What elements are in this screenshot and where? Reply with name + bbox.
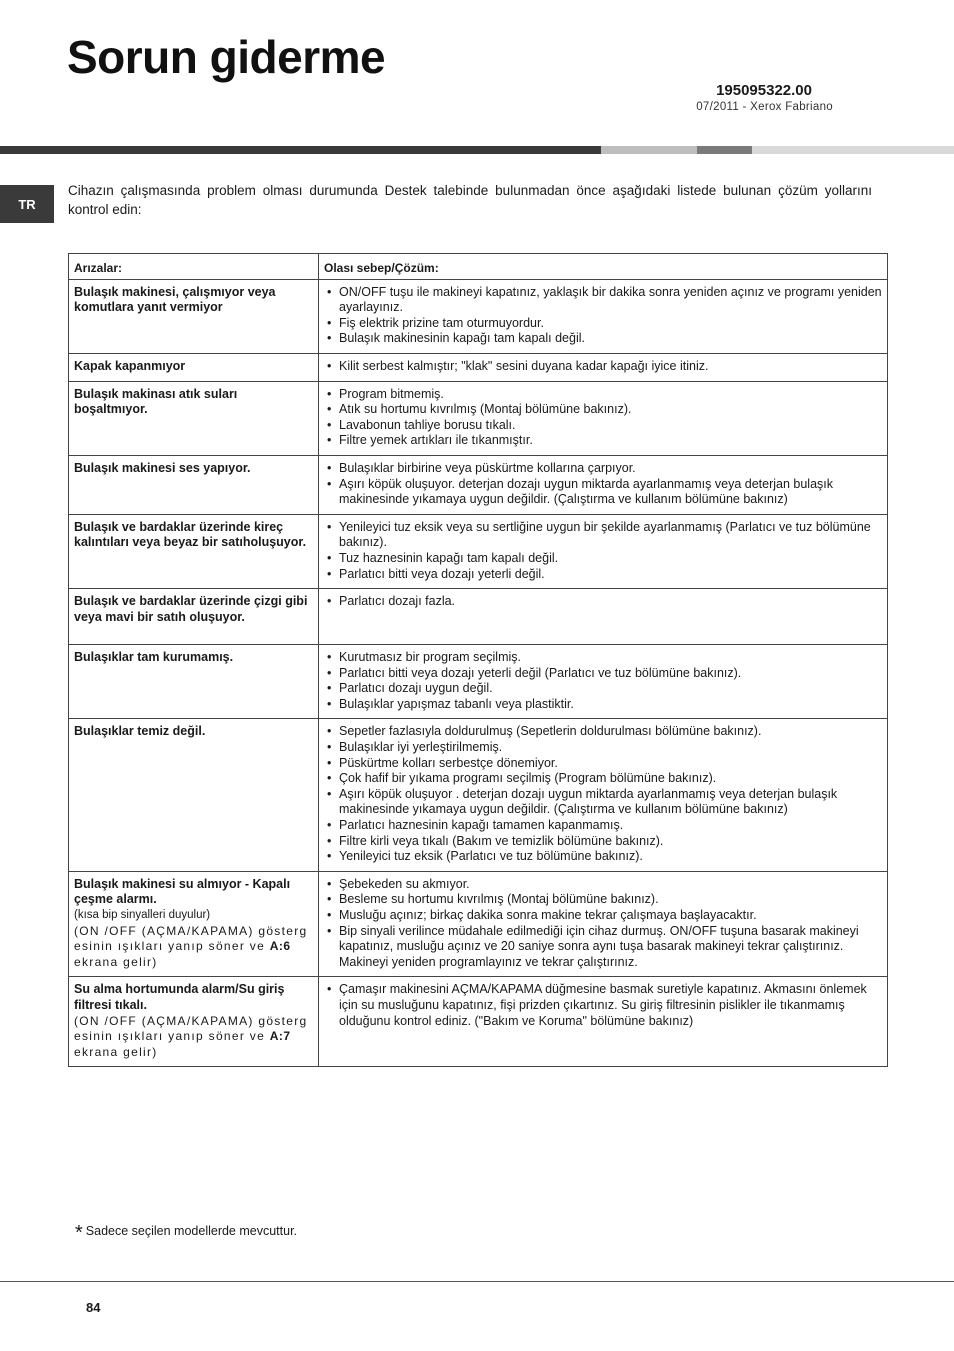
solution-cell — [319, 455, 888, 514]
list-item: • Musluğu açınız; birkaç dakika sonra makine tekrar çalışmaya başlayacaktır. — [324, 908, 882, 924]
alarm-note-end: ekrana gelir) — [74, 1044, 158, 1059]
table-row — [69, 381, 888, 455]
solution-list — [324, 520, 882, 582]
list-item: • Parlatıcı bitti veya dozajı yeterli değil. — [324, 567, 882, 583]
list-item: • Atık su hortumu kıvrılmış (Montaj bölümüne bakınız). — [324, 402, 882, 418]
table-row — [69, 589, 888, 645]
fault-title: Bulaşık makinesi ses yapıyor. — [74, 460, 251, 475]
solution-cell — [319, 871, 888, 977]
fault-title: Bulaşıklar tam kurumamış. — [74, 650, 234, 665]
list-item: • Filtre kirli veya tıkalı (Bakım ve temizlik bölümüne bakınız). — [324, 834, 882, 850]
fault-cell — [69, 381, 319, 455]
fault-alarm-note — [74, 1014, 313, 1061]
fault-title: Bulaşık makinası atık suları boşaltmıyor. — [74, 386, 238, 417]
solution-list — [324, 387, 882, 449]
fault-title: Bulaşık makinesi, çalışmıyor veya komutlara yanıt vermiyor — [74, 284, 276, 315]
solution-list — [324, 359, 882, 375]
fault-subnote: (kısa bip sinyalleri duyulur) — [74, 909, 211, 921]
list-item: • Fiş elektrik prizine tam oturmuyordur. — [324, 316, 882, 332]
table-header-row — [69, 254, 888, 280]
list-item: • Bip sinyali verilince müdahale edilmediği için cihaz durmuş. ON/OFF tuşuna basarak makineyi kapatınız, musluğu açınız ve 20 saniye sonra aynı tuşa basarak makineyi tekrar çalıştırınız. Makineyi yeniden programlayınız ve tekrar çalıştırınız. — [324, 924, 882, 971]
solution-cell — [319, 514, 888, 588]
list-item: • Kilit serbest kalmıştır; "klak" sesini duyana kadar kapağı iyice itiniz. — [324, 359, 882, 375]
language-tab: TR — [0, 185, 54, 223]
table-row — [69, 514, 888, 588]
list-item: • Aşırı köpük oluşuyor. deterjan dozajı uygun miktarda ayarlanmamış veya deterjan bulaşık makinesinde yıkamaya uygun değildir. (Çalıştırma ve kullanım bölümüne bakınız) — [324, 477, 882, 508]
list-item: • Püskürtme kolları serbestçe dönemiyor. — [324, 756, 882, 772]
fault-title: Su alma hortumunda alarm/Su giriş filtresi tıkalı. — [74, 982, 285, 1012]
fault-title: Kapak kapanmıyor — [74, 358, 186, 373]
fault-cell — [69, 871, 319, 977]
list-item: • Bulaşıklar birbirine veya püskürtme kollarına çarpıyor. — [324, 461, 882, 477]
page-number: 84 — [86, 1300, 101, 1315]
table-row — [69, 871, 888, 977]
solution-cell — [319, 589, 888, 645]
table-row — [69, 645, 888, 719]
list-item: • Yenileyici tuz eksik (Parlatıcı ve tuz bölümüne bakınız). — [324, 849, 882, 865]
solution-cell — [319, 353, 888, 381]
fault-cell — [69, 279, 319, 353]
table-row — [69, 977, 888, 1067]
list-item: • Bulaşıklar iyi yerleştirilmemiş. — [324, 740, 882, 756]
solution-list — [324, 724, 882, 864]
list-item: • Aşırı köpük oluşuyor . deterjan dozajı uygun miktarda ayarlanmamış veya deterjan bulaşık makinesinde yıkamaya uygun değildir. (Çalıştırma ve kullanım bölümüne bakınız) — [324, 787, 882, 818]
fault-cell — [69, 455, 319, 514]
list-item: • Filtre yemek artıkları ile tıkanmıştır. — [324, 433, 882, 449]
list-item: • Kurutmasız bir program seçilmiş. — [324, 650, 882, 666]
document-number: 195095322.00 — [716, 82, 812, 99]
alarm-code: A:6 — [269, 939, 291, 954]
solution-list — [324, 461, 882, 508]
footer-divider — [0, 1281, 954, 1282]
solution-cell — [319, 645, 888, 719]
list-item: • Çok hafif bir yıkama programı seçilmiş (Program bölümüne bakınız). — [324, 771, 882, 787]
table-row — [69, 719, 888, 871]
list-item: • Bulaşıklar yapışmaz tabanlı veya plastiktir. — [324, 697, 882, 713]
column-header-solution: Olası sebep/Çözüm: — [319, 254, 888, 280]
list-item: • Parlatıcı dozajı uygun değil. — [324, 681, 882, 697]
alarm-note-text: (ON /OFF (AÇMA/KAPAMA) gösterg esinin ışıkları yanıp söner ve — [74, 923, 308, 954]
list-item: • Tuz haznesinin kapağı tam kapalı değil. — [324, 551, 882, 567]
fault-cell — [69, 353, 319, 381]
header-band-light — [601, 146, 697, 154]
alarm-code: A:7 — [269, 1029, 291, 1044]
solution-list — [324, 877, 882, 971]
fault-title: Bulaşıklar temiz değil. — [74, 724, 206, 739]
solution-cell — [319, 719, 888, 871]
intro-paragraph: Cihazın çalışmasında problem olması durumunda Destek talebinde bulunmadan önce aşağıdaki listede bulunan çözüm yollarını kontrol edin: — [68, 183, 872, 217]
fault-cell — [69, 719, 319, 871]
list-item: • Lavabonun tahliye borusu tıkalı. — [324, 418, 882, 434]
solution-list — [324, 650, 882, 712]
table-row — [69, 353, 888, 381]
solution-list — [324, 594, 882, 610]
list-item: • Parlatıcı bitti veya dozajı yeterli değil (Parlatıcı ve tuz bölümüne bakınız). — [324, 666, 882, 682]
list-item: • Bulaşık makinesinin kapağı tam kapalı değil. — [324, 331, 882, 347]
header-band-pale — [752, 146, 954, 154]
page-title: Sorun giderme — [67, 31, 386, 83]
troubleshooting-table — [68, 253, 888, 1067]
column-header-fault: Arızalar: — [69, 254, 319, 280]
list-item: • Şebekeden su akmıyor. — [324, 877, 882, 893]
solution-cell — [319, 279, 888, 353]
header-band-mid — [697, 146, 752, 154]
list-item: • Besleme su hortumu kıvrılmış (Montaj bölümüne bakınız). — [324, 892, 882, 908]
solution-cell — [319, 381, 888, 455]
list-item: • Parlatıcı haznesinin kapağı tamamen kapanmamış. — [324, 818, 882, 834]
footnote-text: Sadece seçilen modellerde mevcuttur. — [85, 1224, 298, 1238]
list-item: • Sepetler fazlasıyla doldurulmuş (Sepetlerin doldurulması bölümüne bakınız). — [324, 724, 882, 740]
solution-list — [324, 982, 882, 1029]
fault-alarm-note — [74, 924, 313, 971]
header-band-dark — [0, 146, 601, 154]
document-date: 07/2011 - Xerox Fabriano — [696, 101, 833, 113]
fault-cell — [69, 514, 319, 588]
asterisk-icon: * — [75, 1222, 83, 1244]
footnote — [75, 1222, 297, 1245]
list-item: • Program bitmemiş. — [324, 387, 882, 403]
alarm-note-end: ekrana gelir) — [74, 954, 158, 969]
table-row — [69, 279, 888, 353]
solution-cell — [319, 977, 888, 1067]
list-item: • Yenileyici tuz eksik veya su sertliğine uygun bir şekilde ayarlanmamış (Parlatıcı ve tuz bölümüne bakınız). — [324, 520, 882, 551]
alarm-note-text: (ON /OFF (AÇMA/KAPAMA) gösterg esinin ışıkları yanıp söner ve — [74, 1013, 308, 1044]
solution-list — [324, 285, 882, 347]
fault-title: Bulaşık makinesi su almıyor - Kapalı çeşme alarmı. — [74, 876, 291, 907]
fault-cell — [69, 645, 319, 719]
fault-title: Bulaşık ve bardaklar üzerinde çizgi gibi veya mavi bir satıh oluşuyor. — [74, 594, 308, 624]
fault-cell — [69, 589, 319, 645]
list-item: • Parlatıcı dozajı fazla. — [324, 594, 882, 610]
list-item: • Çamaşır makinesini AÇMA/KAPAMA düğmesine basmak suretiyle kapatınız. Akmasını önlemek için su musluğunu kapatınız, fişi prizden çıkartınız. Su giriş filtresinin pislikler ile tıkanmamış olduğunu kontrol ediniz. ("Bakım ve Koruma" bölümüne bakınız) — [324, 982, 882, 1029]
fault-title: Bulaşık ve bardaklar üzerinde kireç kalıntıları veya beyaz bir satıholuşuyor. — [74, 519, 307, 550]
table-row — [69, 455, 888, 514]
fault-cell — [69, 977, 319, 1067]
list-item: • ON/OFF tuşu ile makineyi kapatınız, yaklaşık bir dakika sonra yeniden açınız ve programı yeniden ayarlayınız. — [324, 285, 882, 316]
